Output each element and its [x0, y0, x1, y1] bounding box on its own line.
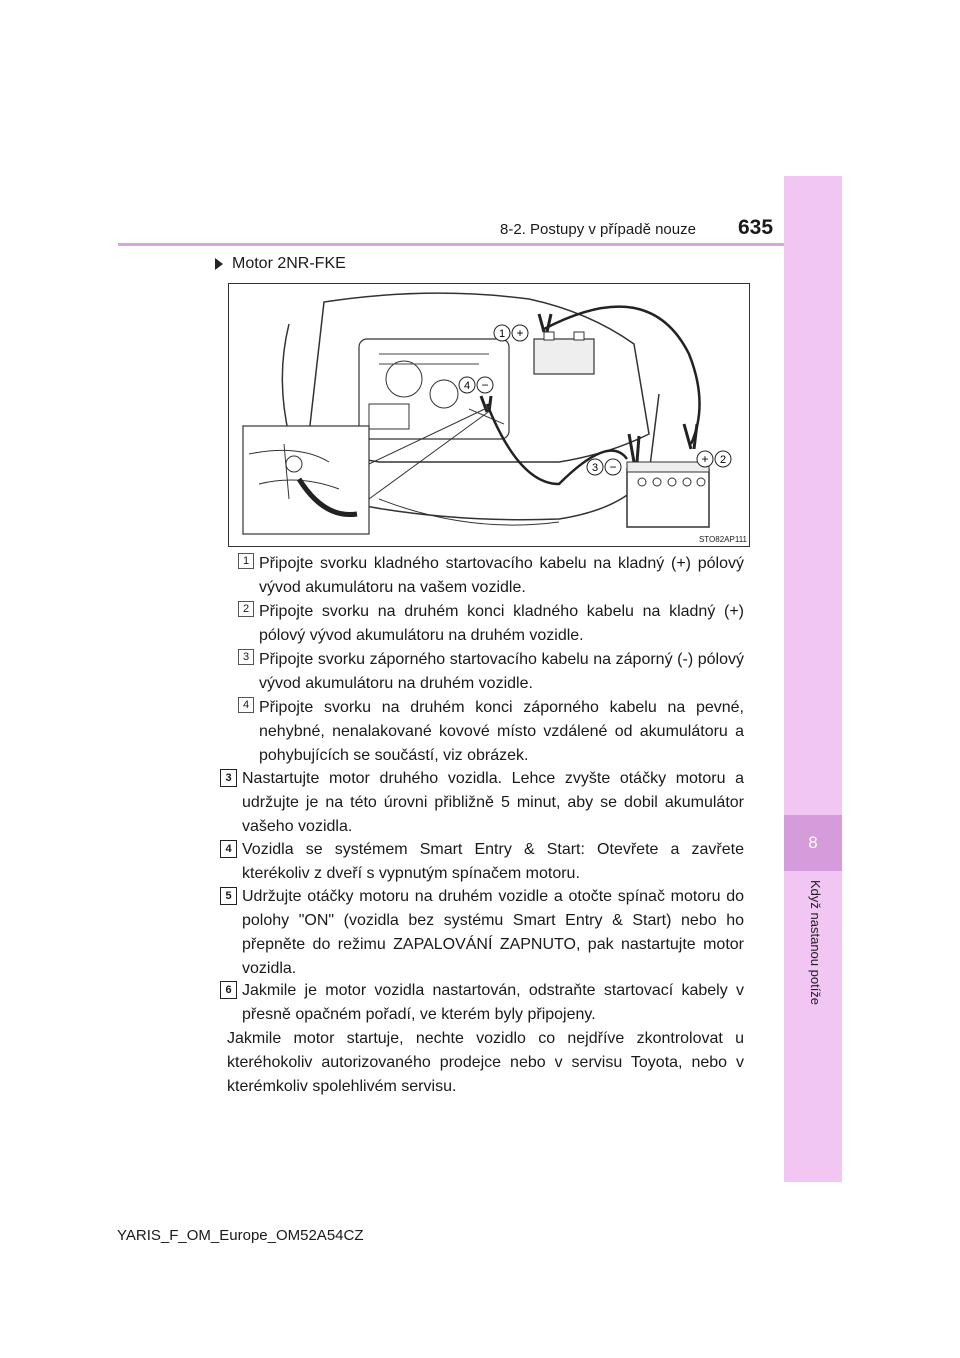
callout-4-number: 4 — [463, 380, 471, 392]
clamp-2 — [684, 424, 697, 449]
step-3-text: Nastartujte motor druhého vozidla. Lehce zvyšte otáčky motoru a udržujte je na této úrovni přibližně 5 minut, aby se dobil akumulátor vašeho vozidla. — [242, 770, 744, 835]
substep-2-text: Připojte svorku na druhém konci kladného kabelu na kladný (+) pólový vývod akumulátoru na druhém vozidle. — [259, 603, 744, 644]
side-tab-chapter-title: Když nastanou potíže — [808, 880, 823, 1006]
step-3-number: 3 — [220, 769, 237, 787]
step-4-number: 4 — [220, 840, 237, 858]
callout-3-number: 3 — [591, 462, 599, 474]
callout-1 — [494, 325, 528, 341]
donor-battery-top — [627, 462, 709, 472]
section-title: 8-2. Postupy v případě nouze — [500, 221, 696, 238]
figure-code: STO82AP111 — [698, 535, 747, 544]
jump-start-illustration — [228, 283, 750, 547]
callout-2-sign: + — [701, 452, 709, 466]
side-tab-chapter-number: 8 — [784, 815, 842, 871]
substep-1-number: 1 — [238, 553, 254, 569]
callout-1-number: 1 — [498, 328, 506, 340]
inset-pointer — [369, 406, 491, 499]
step-5-number: 5 — [220, 887, 237, 905]
engine-subtitle — [215, 255, 346, 273]
substep-3-text: Připojte svorku záporného startovacího kabelu na záporný (-) pólový vývod akumulátoru na druhém vozidle. — [259, 651, 744, 692]
engine-part — [369, 404, 409, 429]
step-5-text: Udržujte otáčky motoru na druhém vozidle a otočte spínač motoru do polohy "ON" (vozidla bez systému Smart Entry & Start) nebo ho přepněte do režimu ZAPALOVÁNÍ ZAPNUTO, pak nastartujte motor vozidla. — [242, 888, 744, 977]
document-code-footer: YARIS_F_OM_Europe_OM52A54CZ — [117, 1227, 364, 1244]
own-battery-terminal — [544, 332, 554, 340]
substep-1-text: Připojte svorku kladného startovacího kabelu na kladný (+) pólový vývod akumulátoru na vašem vozidle. — [259, 555, 744, 596]
positive-cable — [544, 307, 700, 444]
callout-3-sign: − — [609, 460, 617, 474]
header-rule — [118, 243, 784, 246]
detail-inset — [243, 426, 369, 534]
callout-2 — [697, 451, 731, 467]
substep-2-number: 2 — [238, 601, 254, 617]
substep-4-number: 4 — [238, 697, 254, 713]
callout-4-sign: − — [481, 378, 489, 392]
callout-2-number: 2 — [719, 454, 727, 466]
engine-subtitle-text: Motor 2NR-FKE — [232, 255, 346, 272]
engine-part — [430, 380, 458, 408]
donor-battery — [627, 469, 709, 527]
own-battery — [534, 339, 594, 374]
engine-part — [386, 361, 422, 397]
own-battery-terminal — [574, 332, 584, 340]
step-4-text: Vozidla se systémem Smart Entry & Start: Otevřete a zavřete kterékoliv z dveří s vypnutým spínačem motoru. — [242, 841, 744, 882]
clamp-3 — [629, 434, 639, 462]
page-number: 635 — [738, 216, 774, 239]
callout-4 — [459, 377, 493, 393]
substep-4-text: Připojte svorku na druhém konci záporného kabelu na pevné, nehybné, nenalakované kovové místo vzdálené od akumulátoru a pohybujících se součástí, viz obrázek. — [259, 699, 744, 764]
engine-bay-drawing — [229, 284, 749, 546]
triangle-bullet-icon — [215, 258, 223, 270]
step-6-text: Jakmile je motor vozidla nastartován, odstraňte startovací kabely v přesně opačném pořadí, ve kterém byly připojeny. — [242, 982, 744, 1023]
callout-3 — [587, 459, 621, 475]
negative-cable — [487, 404, 627, 484]
callout-1-sign: + — [516, 326, 524, 340]
closing-paragraph: Jakmile motor startuje, nechte vozidlo co nejdříve zkontrolovat u kteréhokoliv autorizovaného prodejce nebo v servisu Toyota, nebo v kterémkoliv spolehlivém servisu. — [227, 1030, 744, 1095]
step-6-number: 6 — [220, 981, 237, 999]
substep-3-number: 3 — [238, 649, 254, 665]
